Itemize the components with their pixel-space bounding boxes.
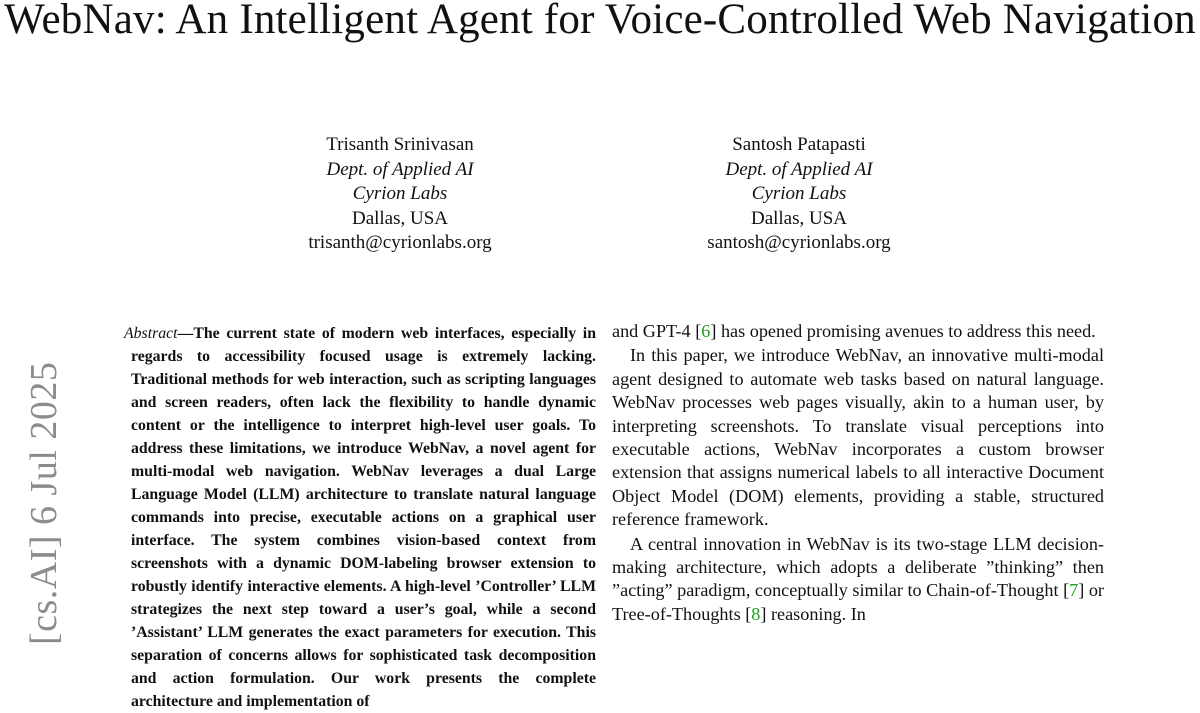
citation-link[interactable]: 7 <box>1069 580 1079 601</box>
author-department: Dept. of Applied AI <box>326 158 474 180</box>
body-text: ] has opened promising avenues to address this need. <box>710 321 1096 341</box>
citation-link[interactable]: 8 <box>751 603 761 624</box>
author-block-1 <box>250 133 550 256</box>
body-text: ] or Tree-of-Thoughts [ <box>612 580 1104 624</box>
body-text: ] reasoning. In <box>760 603 866 624</box>
arxiv-side-stamp: [cs.AI] 6 Jul 2025 <box>23 361 65 645</box>
author-location: Dallas, USA <box>351 207 449 229</box>
body-text: and GPT-4 [ <box>612 321 702 341</box>
body-text: A central innovation in WebNav is its two-stage LLM decision-making architecture, which adopts a deliberate ”thinking” then ”acting” paradigm, conceptually similar to Chain-of-Thought [ <box>612 533 1104 601</box>
citation-link[interactable]: 6 <box>701 321 711 341</box>
body-paragraph-2: In this paper, we introduce WebNav, an innovative multi-modal agent designed to automate web tasks based on natural language. WebNav processes web pages visually, akin to a human user, by interpreting screenshots. To translate visual perceptions into executable actions, WebNav incorporates a custom browser extension that assigns numerical labels to all interactive Document Object Model (DOM) elements, providing a stable, structured reference framework. <box>612 345 1104 530</box>
body-paragraph-1 <box>612 320 1104 343</box>
abstract-label: Abstract <box>124 325 178 342</box>
author-email[interactable]: santosh@cyrionlabs.org <box>707 232 891 253</box>
abstract-paragraph <box>124 322 596 713</box>
author-organization: Cyrion Labs <box>352 183 448 204</box>
author-email[interactable]: trisanth@cyrionlabs.org <box>308 232 492 253</box>
author-organization: Cyrion Labs <box>751 183 847 204</box>
author-name: Santosh Patapasti <box>732 134 866 155</box>
author-name: Trisanth Srinivasan <box>326 134 474 155</box>
body-paragraph-3 <box>612 533 1104 627</box>
paper-title: WebNav: An Intelligent Agent for Voice-Controlled Web Navigation <box>4 0 1196 43</box>
author-department: Dept. of Applied AI <box>725 158 873 180</box>
right-column <box>612 320 1104 626</box>
author-block-2 <box>649 133 949 256</box>
author-location: Dallas, USA <box>750 207 848 229</box>
abstract-text: —The current state of modern web interfaces, especially in regards to accessibility focused usage is extremely lacking. Traditional methods for web interaction, such as scripting languages and screen readers, often lack the flexibility to handle dynamic content or the intelligence to interpret high-level user goals. To address these limitations, we introduce WebNav, a novel agent for multi-modal web navigation. WebNav leverages a dual Large Language Model (LLM) architecture to translate natural language commands into precise, executable actions on a graphical user interface. The system combines vision-based context from screenshots with a dynamic DOM-labeling browser extension to robustly identify interactive elements. A high-level ’Controller’ LLM strategizes the next step toward a user’s goal, while a second ’Assistant’ LLM generates the exact parameters for execution. This separation of concerns allows for sophisticated task decomposition and action formulation. Our work presents the complete architecture and implementation of <box>131 325 596 710</box>
